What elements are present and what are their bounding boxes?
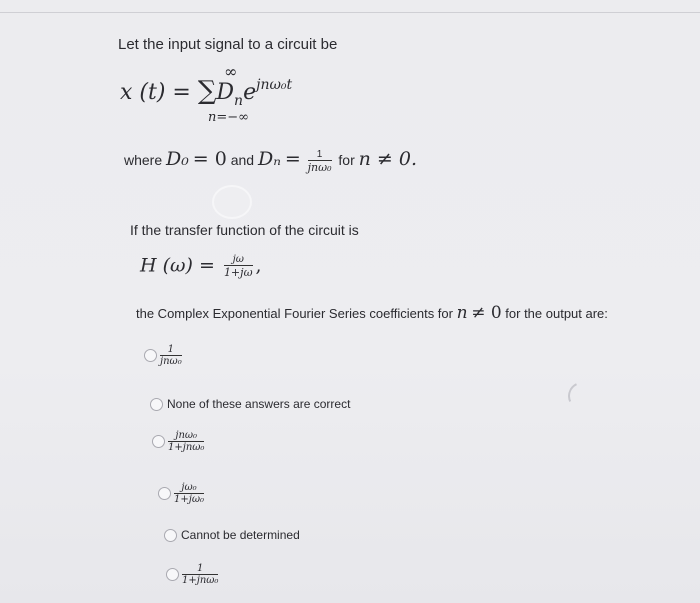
option-6-denominator: 1+jnω₀: [182, 575, 219, 586]
transfer-numerator: jω: [224, 254, 253, 266]
coef-symbol: D: [216, 80, 235, 105]
option-5-radio[interactable]: [164, 529, 177, 542]
question-text-before: the Complex Exponential Fourier Series coefficients for: [136, 306, 453, 321]
faded-arc-mark: [564, 378, 600, 414]
dn-symbol: Dₙ: [257, 148, 281, 170]
transfer-lhs: H (ω) =: [140, 254, 215, 277]
option-6-radio[interactable]: [166, 568, 179, 581]
option-4-denominator: 1+jω₀: [174, 494, 205, 505]
option-6-numerator: 1: [182, 563, 218, 575]
dn-equals: =: [284, 148, 301, 170]
question-cond-rel: ≠ 0: [471, 303, 502, 323]
coefficient-definition: [124, 148, 417, 174]
sum-lower-limit: n=−∞: [208, 110, 249, 125]
signal-lhs: x (t) =: [120, 80, 191, 105]
option-1-radio[interactable]: [144, 349, 157, 362]
question-cond-var: n: [456, 303, 468, 323]
option-4-fraction: [174, 482, 204, 505]
top-divider: [0, 12, 700, 13]
for-label: for: [338, 152, 355, 168]
option-1[interactable]: [144, 344, 185, 367]
intro-text: Let the input signal to a circuit be: [118, 36, 338, 53]
option-1-numerator: 1: [160, 344, 182, 356]
option-1-fraction: [160, 344, 182, 367]
exp-base: e: [243, 80, 257, 105]
dn-denominator: jnω₀: [307, 160, 332, 174]
transfer-function: [140, 254, 262, 279]
question-text-after: for the output are:: [505, 306, 608, 321]
d0-value: = 0: [192, 148, 227, 170]
option-3[interactable]: [152, 430, 207, 453]
sum-symbol: ∑: [197, 76, 217, 106]
sum-upper-limit: ∞: [224, 62, 238, 81]
option-6[interactable]: [166, 563, 221, 586]
d0-symbol: D₀: [166, 148, 189, 170]
option-3-radio[interactable]: [152, 435, 165, 448]
option-6-fraction: [182, 563, 218, 586]
option-2-label: None of these answers are correct: [167, 397, 351, 411]
option-2[interactable]: [150, 397, 350, 411]
option-3-fraction: [168, 430, 204, 453]
option-4-radio[interactable]: [158, 487, 171, 500]
dn-fraction: [308, 149, 332, 174]
option-2-radio[interactable]: [150, 398, 163, 411]
faded-circle-mark: [212, 185, 252, 219]
signal-equation: [120, 62, 293, 125]
dn-numerator: 1: [308, 149, 332, 161]
option-3-denominator: 1+jnω₀: [168, 442, 205, 453]
option-4-numerator: jω₀: [174, 482, 204, 494]
option-3-numerator: jnω₀: [168, 430, 204, 442]
option-4[interactable]: [158, 482, 207, 505]
option-1-denominator: jnω₀: [160, 356, 182, 367]
where-label: where: [124, 152, 163, 168]
option-5[interactable]: [164, 528, 300, 542]
option-5-label: Cannot be determined: [181, 528, 300, 542]
transfer-trailing: ,: [255, 254, 262, 277]
and-label: and: [230, 152, 255, 168]
exp-power: jnω₀t: [256, 77, 293, 93]
question-prompt: [136, 303, 608, 323]
transfer-intro: If the transfer function of the circuit is: [130, 222, 359, 238]
transfer-fraction: [224, 254, 253, 279]
transfer-denominator: 1+jω: [223, 266, 253, 279]
dn-condition: n ≠ 0.: [358, 148, 417, 170]
coef-subscript: n: [234, 93, 244, 109]
